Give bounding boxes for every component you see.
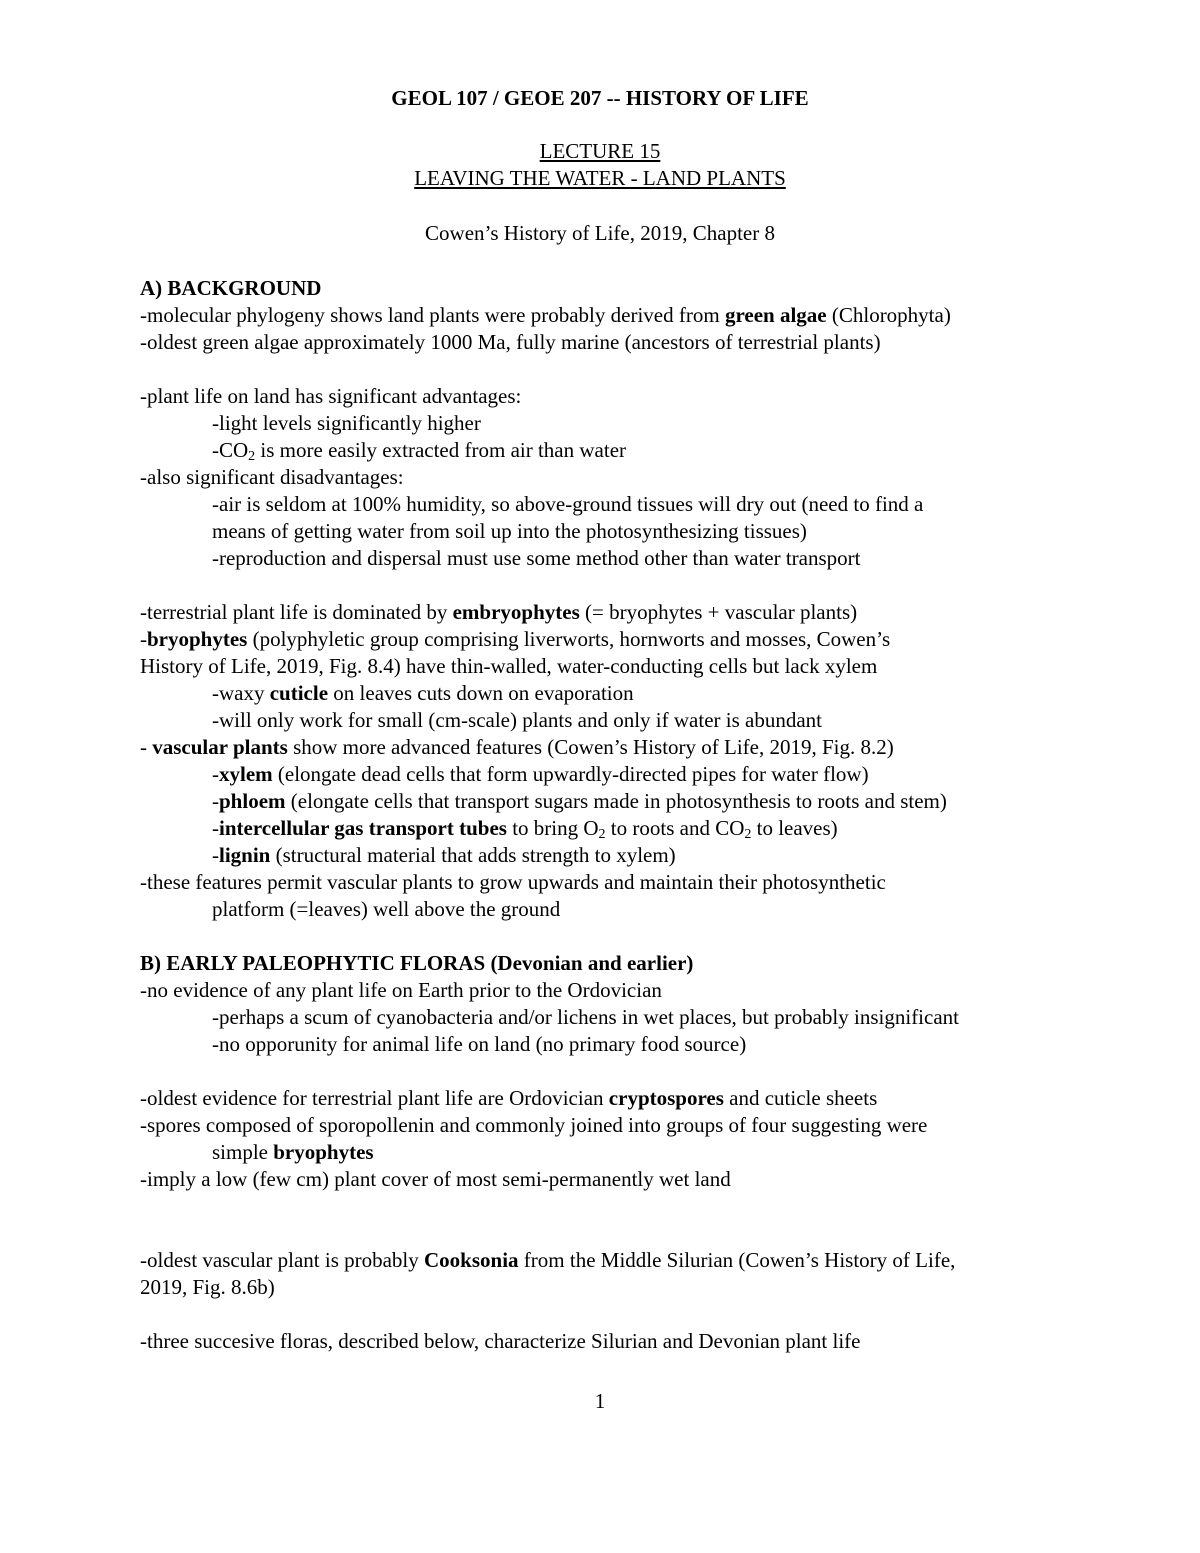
section-a-line: -will only work for small (cm-scale) plants and only if water is abundant — [212, 708, 823, 732]
section-b-heading: B) EARLY PALEOPHYTIC FLORAS (Devonian and earlier) — [140, 951, 694, 975]
section-b-line: simple bryophytes — [212, 1140, 374, 1164]
section-a-line: -also significant disadvantages: — [140, 465, 404, 489]
page-number: 1 — [594, 1389, 606, 1413]
section-b-line: -oldest evidence for terrestrial plant life are Ordovician cryptospores and cuticle sheets — [140, 1086, 878, 1110]
section-a-line: History of Life, 2019, Fig. 8.4) have thin-walled, water-conducting cells but lack xylem — [140, 654, 878, 678]
section-a-line: -air is seldom at 100% humidity, so above-ground tissues will dry out (need to find a — [212, 492, 924, 516]
section-b-line: -imply a low (few cm) plant cover of most semi-permanently wet land — [140, 1167, 731, 1191]
section-b-line: -no evidence of any plant life on Earth prior to the Ordovician — [140, 978, 662, 1002]
section-a-line: -molecular phylogeny shows land plants were probably derived from green algae (Chlorophyta) — [140, 303, 951, 327]
section-a-line: -phloem (elongate cells that transport sugars made in photosynthesis to roots and stem) — [212, 789, 947, 813]
section-b-line: 2019, Fig. 8.6b) — [140, 1275, 275, 1299]
section-a-line: $-CO_2$ is more easily extracted from air than water — [212, 438, 627, 464]
section-b-line: -three succesive floras, described below, characterize Silurian and Devonian plant life — [140, 1329, 861, 1353]
section-b-line: -no opporunity for animal life on land (no primary food source) — [212, 1032, 747, 1056]
course-title: GEOL 107 / GEOE 207 -- HISTORY OF LIFE — [391, 86, 809, 110]
section-b-line: -perhaps a scum of cyanobacteria and/or lichens in wet places, but probably insignificant — [212, 1005, 959, 1029]
reading-reference: Cowen’s History of Life, 2019, Chapter 8 — [425, 221, 775, 245]
section-b-line: -spores composed of sporopollenin and commonly joined into groups of four suggesting were — [140, 1113, 928, 1137]
section-a-line: -lignin (structural material that adds strength to xylem) — [212, 843, 676, 867]
section-a-line: -bryophytes (polyphyletic group comprising liverworts, hornworts and mosses, Cowen’s — [140, 627, 891, 651]
section-a-line: -xylem (elongate dead cells that form upwardly-directed pipes for water flow) — [212, 762, 869, 786]
section-a-line: -oldest green algae approximately 1000 Ma, fully marine (ancestors of terrestrial plants) — [140, 330, 881, 354]
section-a-line: -waxy cuticle on leaves cuts down on evaporation — [212, 681, 634, 705]
lecture-title: LEAVING THE WATER - LAND PLANTS — [414, 166, 786, 190]
section-a-line: - vascular plants show more advanced features (Cowen’s History of Life, 2019, Fig. 8.2) — [140, 735, 894, 759]
section-a-line: -plant life on land has significant advantages: — [140, 384, 522, 408]
section-a-line: means of getting water from soil up into the photosynthesizing tissues) — [212, 519, 807, 543]
section-a-line: -these features permit vascular plants to grow upwards and maintain their photosynthetic — [140, 870, 886, 894]
section-a-heading: A) BACKGROUND — [140, 276, 322, 300]
section-a-line: -intercellular gas transport tubes to bring $O_2$ to roots and $CO_2$ to leaves) — [212, 816, 838, 842]
section-a-line: platform (=leaves) well above the ground — [212, 897, 561, 921]
section-b-line: -oldest vascular plant is probably Cooksonia from the Middle Silurian (Cowen’s History of Life, — [140, 1248, 956, 1272]
section-a-line: -light levels significantly higher — [212, 411, 481, 435]
lecture-number: LECTURE 15 — [539, 139, 661, 163]
section-a-line: -reproduction and dispersal must use some method other than water transport — [212, 546, 861, 570]
section-a-line: -terrestrial plant life is dominated by embryophytes (= bryophytes + vascular plants) — [140, 600, 858, 624]
